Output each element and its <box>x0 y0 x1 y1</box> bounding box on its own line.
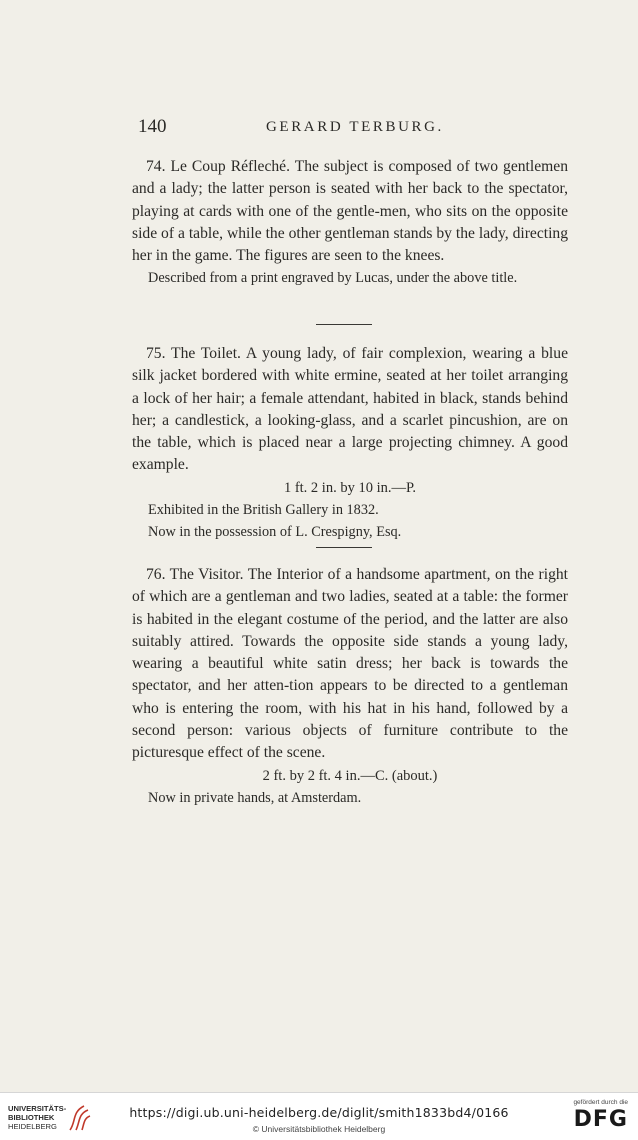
funded-by-label: gefördert durch die <box>573 1099 628 1106</box>
library-name-line: BIBLIOTHEK <box>8 1113 55 1122</box>
page-number: 140 <box>138 116 167 137</box>
entry-note: Exhibited in the British Gallery in 1832. <box>148 502 379 519</box>
entry-note: Now in the possession of L. Crespigny, Esq. <box>148 524 402 541</box>
library-name-line: HEIDELBERG <box>8 1122 57 1131</box>
entry-text: 75. The Toilet. A young lady, of fair complexion, wearing a blue silk jacket bordered with white ermine, seated at her toilet arranging a lock of her hair; a female attendant, habited in black, stands behind her; a candlestick, a looking-glass, and a scarlet pincushion, are on the table, which is placed near a large projecting chimney. A good example. <box>132 345 568 474</box>
library-name-line: UNIVERSITÄTS- <box>8 1104 67 1113</box>
entry-note: Now in private hands, at Amsterdam. <box>148 789 362 806</box>
dfg-wordmark: DFG <box>573 1107 628 1132</box>
page-header <box>138 116 574 138</box>
catalogue-entry-74 <box>132 156 568 290</box>
dfg-logo[interactable] <box>558 1099 628 1135</box>
catalogue-entry-76 <box>132 564 568 809</box>
catalogue-entry-75 <box>132 343 568 544</box>
section-divider <box>316 547 372 548</box>
section-divider <box>316 324 372 325</box>
copyright-notice: © Universitätsbibliothek Heidelberg <box>252 1124 386 1134</box>
entry-dimensions: 2 ft. by 2 ft. 4 in.—C. (about.) <box>262 767 438 784</box>
permalink-url[interactable]: https://digi.ub.uni-heidelberg.de/diglit/smith1833bd4/0166 <box>129 1105 509 1120</box>
entry-dimensions: 1 ft. 2 in. by 10 in.—P. <box>283 479 417 496</box>
viewer-footer <box>0 1092 638 1140</box>
running-title: GERARD TERBURG. <box>266 119 444 135</box>
entry-text: 76. The Visitor. The Interior of a handsome apartment, on the right of which are a gentleman and two ladies, seated at a table: the former is habited in the elegant costume of the period, and the latter are also suitably attired. Towards the opposite side stands a young lady, wearing a beautiful white satin dress; her back is towards the spectator, and her atten-tion appears to be directed to a gentleman who is entering the room, with his hat in his hand, followed by a second person: various objects of furniture contribute to the picturesque effect of the scene. <box>132 566 568 762</box>
entry-text: 74. Le Coup Réfleché. The subject is composed of two gentlemen and a lady; the latter person is seated with her back to the spectator, playing at cards with one of the gentle-men, who sits on the opposite side of a table, while the other gentleman stands by the lady, directing her in the game. The figures are seen to the knees. <box>132 158 568 265</box>
entry-note: Described from a print engraved by Lucas, under the above title. <box>148 270 518 287</box>
